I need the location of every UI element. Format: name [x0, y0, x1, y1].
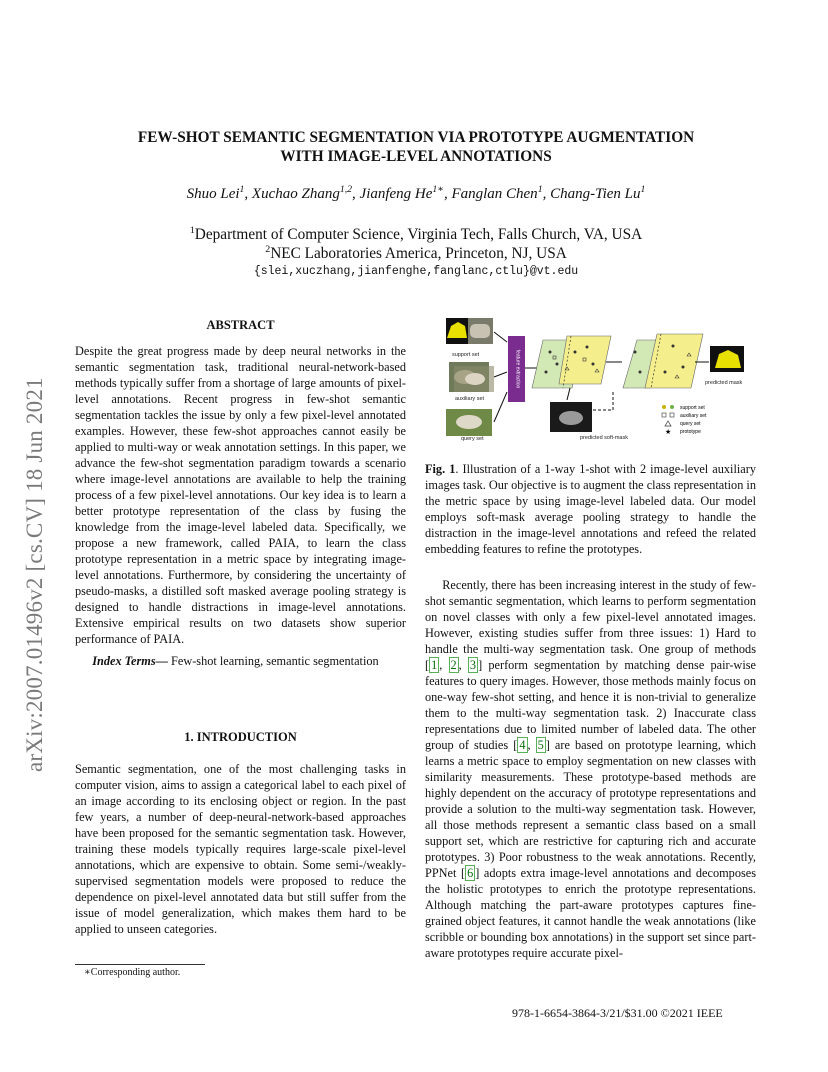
input-arrows	[494, 332, 507, 422]
affiliations	[100, 225, 732, 263]
abstract-body	[75, 343, 406, 669]
body-text: perform segmentation by matching dense pair-wise features to query images. However, those methods mainly focus on one-way few-shot setting, and hence it is non-trivial to generalize them to the multi-way segmentation task. 2) Inaccurate class representations due to limited number of labeled data. The other group of studies	[425, 658, 756, 752]
caption-text: . Illustration of a 1-way 1-shot with 2 image-level auxiliary images task. Our objective is to augment the class representation in the metric space by using image-level labeled data. Our model employs soft-mask average pooling strategy to handle the distraction in the image-level annotations and refeed the related embedding features to refine the prototypes.	[425, 462, 756, 556]
body-text: are based on prototype learning, which learns a metric space to employ segmentation on new classes with similarity measurements. These prototype-based methods are highly dependent on the accuracy of prototype representations and provide a solution to the multi-way segmentation task. However, all those methods represent a semantic class based on a small support set, which are restrictive for capturing rich and accurate prototypes. 3) Poor robustness to the weak annotations. Recently, PPNet	[425, 738, 756, 880]
title-line-1: FEW-SHOT SEMANTIC SEGMENTATION VIA PROTOTYPE AUGMENTATION	[137, 129, 695, 146]
predicted-mask-image	[710, 346, 744, 372]
affiliation-mark: 1	[189, 224, 195, 236]
body-text: Recently, there has been increasing interest in the study of few-shot semantic segmentation, which learns to perform segmentation on novel classes with only a few pixel-level annotated images. However, existing studies suffer from three issues: 1) Hard to handle the multi-way segmentation task. One group of methods	[425, 578, 756, 656]
introduction-body	[75, 761, 406, 937]
author-name: Xuchao Zhang	[251, 186, 340, 202]
author-emails: {slei,xuczhang,jianfenghe,fanglanc,ctlu}@vt.edu	[253, 265, 579, 278]
citation-separator: ,	[458, 658, 468, 672]
legend-label: query set	[680, 421, 701, 427]
citation-link[interactable]: 2	[450, 658, 457, 672]
figure-1	[425, 312, 755, 454]
paper-title	[100, 128, 732, 166]
citation-separator: ,	[439, 658, 449, 672]
legend-label: support set	[680, 405, 705, 411]
figure-legend	[662, 405, 707, 436]
legend-label: auxiliary set	[680, 413, 707, 419]
predicted-mask-label: predicted mask	[705, 380, 743, 386]
auxiliary-set-image	[449, 362, 494, 392]
query-set-image	[446, 409, 492, 436]
predicted-soft-mask-image	[550, 402, 592, 432]
author-list: Shuo Lei$^1$, Xuchao Zhang$^{1,2}$, Jianfeng $He^{1∗}$, Fanglan Chen$^1$, Chang-Tien Lu$^1$	[186, 184, 646, 202]
abstract-heading: ABSTRACT	[206, 318, 275, 332]
figure-1-caption	[425, 461, 756, 557]
refeed-arrow	[593, 392, 613, 410]
citation-separator: ,	[527, 738, 536, 752]
affiliation-text: NEC Laboratories America, Princeton, NJ, USA	[270, 245, 567, 262]
author-name: Shuo Lei	[186, 186, 240, 202]
introduction-text: Semantic segmentation, one of the most challenging tasks in computer vision, aims to assign a categorical label to each pixel of an image according to its enclosing object or region. In the past few years, a number of deep-neural-network-based approaches have been proposed for the semantic segmentation task. However, training these models typically requires large-scale pixel-level annotations, which are expensive to obtain. Some semi-/weakly-supervised segmentation models were proposed to reduce the dependence on pixel-level annotated data but still suffer from the issue of model generalization, which makes them hard to be applied to unseen categories.	[75, 762, 406, 936]
author-name: Jianfeng He	[359, 186, 433, 202]
query-set-label: query set	[461, 436, 484, 442]
author-affiliation-mark: 1	[239, 184, 245, 195]
citation-link[interactable]: 3	[469, 658, 477, 672]
index-terms	[75, 653, 406, 669]
soft-mask-arrow	[567, 388, 570, 400]
citation-link[interactable]: 1	[431, 658, 438, 672]
arxiv-identifier: arXiv:2007.01496v2 [cs.CV] 18 Jun 2021	[22, 377, 47, 772]
citation-link[interactable]: 4	[519, 738, 526, 752]
author-affiliation-mark: 1∗	[432, 184, 444, 195]
support-set-image	[446, 318, 493, 344]
introduction-body-continued	[425, 577, 756, 961]
author-name: Fanglan Chen	[451, 186, 538, 202]
author-name: Chang-Tien Lu	[550, 186, 641, 202]
affiliation-text: Department of Computer Science, Virginia Tech, Falls Church, VA, USA	[194, 226, 643, 243]
footnote-rule	[75, 964, 205, 965]
prototype-star-icon: ★	[665, 429, 672, 436]
metric-space-1	[532, 336, 611, 388]
index-terms-label: Index Terms—	[92, 654, 168, 668]
author-affiliation-mark: 1,2	[339, 184, 353, 195]
predicted-soft-mask-label: predicted soft-mask	[580, 435, 628, 441]
affiliation-1	[100, 225, 732, 244]
body-text: adopts extra image-level annotations and decomposes the holistic prototypes to enrich the prototype representations. Although matching the part-aware prototypes captures fine-grained object features, it cannot handle the weak annotations (like scribble or bounding box annotations) in the support set since part-aware prototypes require accurate pixel-	[425, 866, 756, 960]
figure-1-diagram	[425, 312, 755, 454]
affiliation-mark: 2	[265, 243, 271, 255]
author-affiliation-mark: 1	[640, 184, 646, 195]
author-affiliation-mark: 1	[537, 184, 543, 195]
caption-label: Fig. 1	[425, 462, 456, 476]
legend-label: prototype	[680, 429, 701, 435]
title-line-2: WITH IMAGE-LEVEL ANNOTATIONS	[280, 148, 552, 165]
affiliation-2	[100, 244, 732, 263]
abstract-text: Despite the great progress made by deep neural networks in the semantic segmentation task, traditional neural-network-based methods typically suffer from a shortage of large amounts of pixel-level annotations. Recent progress in few-shot semantic segmentation tackles the issue by only a few pixel-level annotated examples. However, these few-shot approaches cannot easily be applied to multi-way or weak annotation settings. In this paper, we advance the few-shot segmentation paradigm towards a scenario where image-level annotations are available to help the training process of a few pixel-level annotations. Our key idea is to learn a better prototype representation of the class by fusing the knowledge from the image-level labeled data. Specifically, we propose a new framework, called PAIA, to learn the class prototype representation in a metric space by integrating image-level annotations. Furthermore, by considering the uncertainty of pseudo-masks, a distilled soft masked average pooling strategy is designed to handle distractions in image-level annotations. Extensive empirical results on two datasets show superior performance of PAIA.	[75, 344, 406, 646]
support-set-label: support set	[452, 352, 480, 358]
footnote: ∗Corresponding author.	[84, 967, 181, 978]
citation-link[interactable]: 5	[537, 738, 544, 752]
auxiliary-set-label: auxiliary set	[455, 396, 485, 402]
citation-link[interactable]: 6	[467, 866, 474, 880]
introduction-heading: 1. INTRODUCTION	[184, 730, 297, 744]
index-terms-text: Few-shot learning, semantic segmentation	[167, 654, 379, 668]
feature-extraction-label: feature extraction	[514, 349, 521, 389]
body-paragraph: Recently, there has been increasing interest in the study of few-shot semantic segmentation, which learns to perform segmentation on novel classes with only a few pixel-level annotated images. However, existing studies suffer from three issues: 1) Hard to handle the multi-way segmentation task. One group of methods [ 1 , 2 , 3 ] perform segmentation by matching dense pair-wise features to query images. However, those methods mainly focus on one-way few-shot setting, and hence it is non-trivial to generalize them to the multi-way segmentation task. 2) Inaccurate class representations due to limited number of labeled data. The other group of studies [ 4 , 5 ] are based on prototype learning, which learns a metric space to employ segmentation on new classes with similarity measurements. These prototype-based methods are highly dependent on the accuracy of prototype representations and provide a solution to the multi-way segmentation task. However, all those methods represent a semantic class based on a small support set, which are restrictive for capturing rich and accurate prototypes. 3) Poor robustness to the weak annotations. Recently, PPNet [ 6 ] adopts extra image-level annotations and decomposes the holistic prototypes to enrich the prototype representations. Although matching the part-aware prototypes captures fine-grained object features, it cannot handle the weak annotations (like scribble or bounding box annotations) in the support set since part-aware prototypes require accurate pixel-	[425, 578, 756, 960]
metric-space-2	[623, 334, 703, 388]
copyright-footer: 978-1-6654-3864-3/21/$31.00 ©2021 IEEE	[512, 1006, 723, 1020]
